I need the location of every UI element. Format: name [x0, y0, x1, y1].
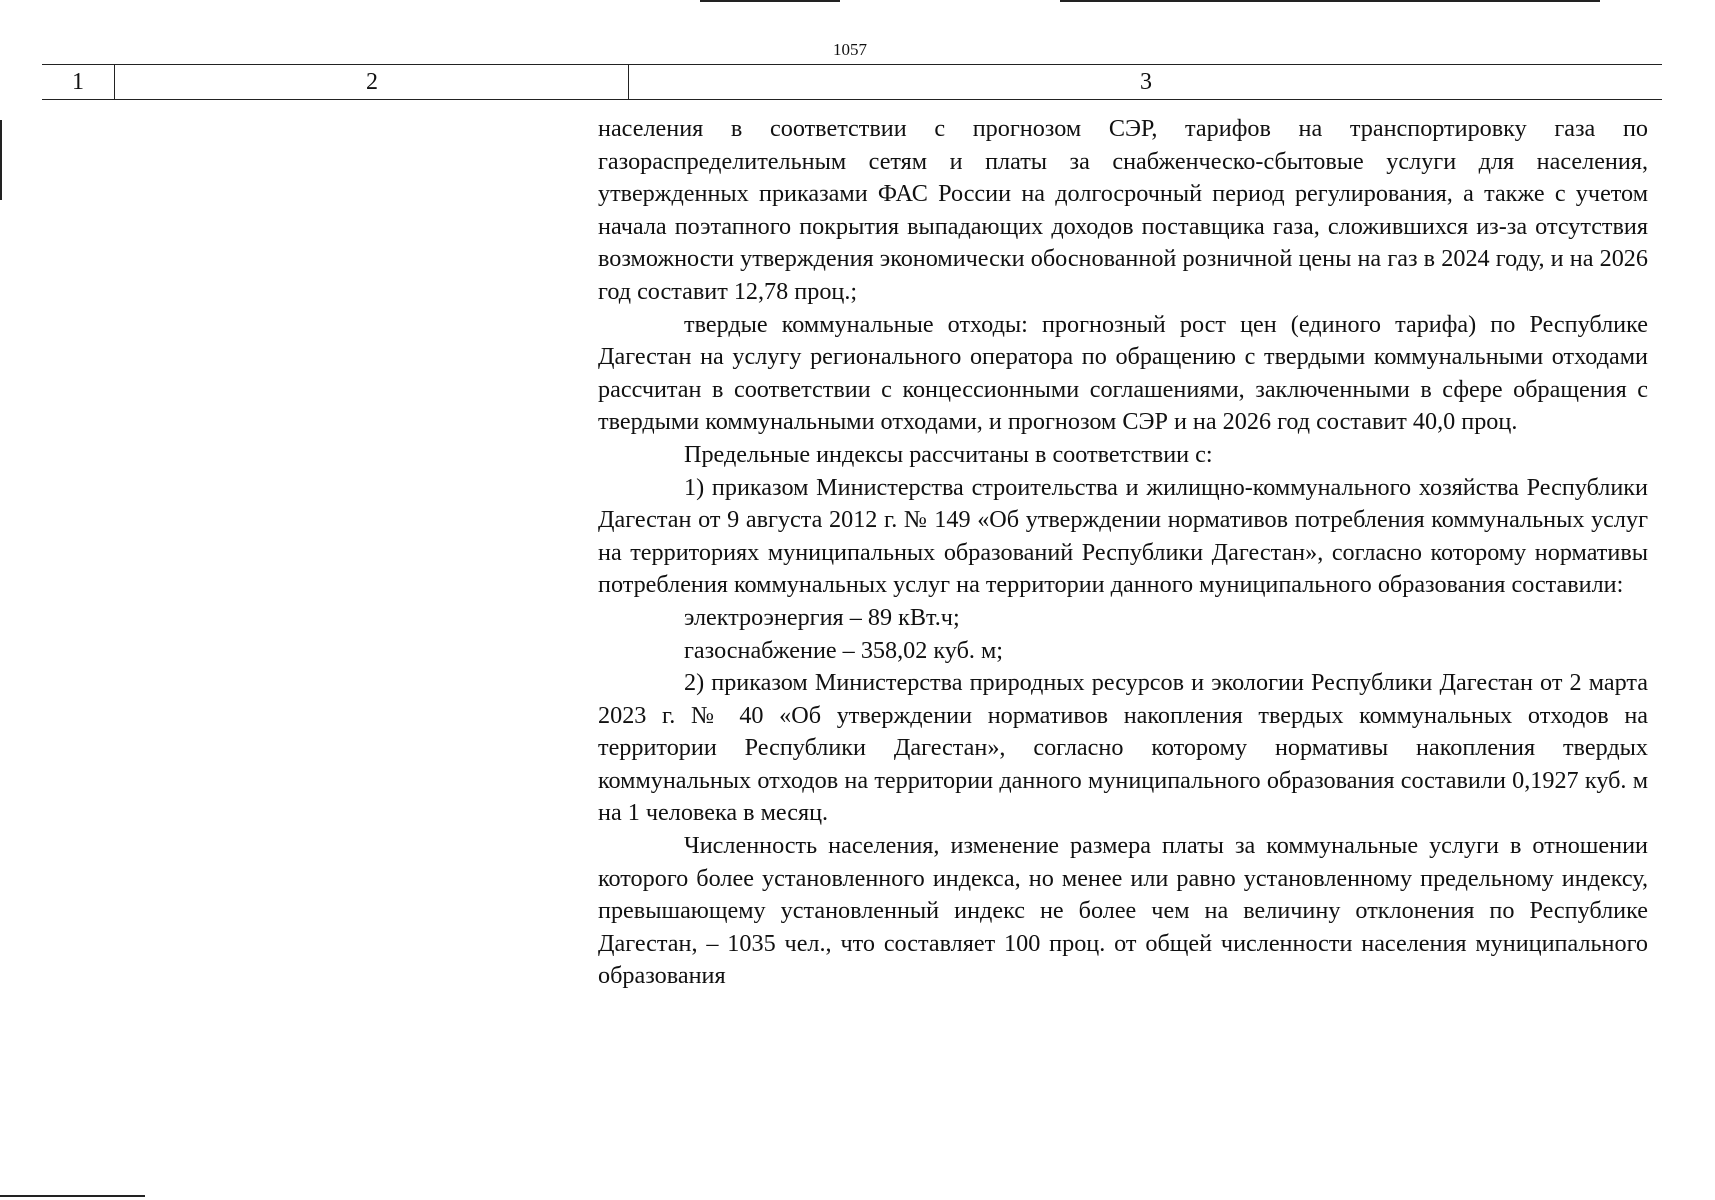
table-header-row	[42, 64, 1662, 100]
paragraph: газоснабжение – 358,02 куб. м;	[684, 636, 1003, 664]
page-number: 1057	[833, 40, 867, 59]
table-header-col-1: 1	[72, 68, 84, 95]
scan-edge-line	[1060, 0, 1600, 2]
paragraph: твердые коммунальные отходы: прогнозный рост цен (единого тарифа) по Республике Дагестан на услугу регионального оператора по обращению с твердыми коммунальными отходами рассчитан в соответствии с концессионными соглашениями, заключенными в сфере обращения с твердыми коммунальными отходами, и прогнозом СЭР и на 2026 год составит 40,0 проц.	[598, 310, 1648, 436]
paragraph: Предельные индексы рассчитаны в соответствии с:	[684, 440, 1213, 468]
paragraph: Численность населения, изменение размера платы за коммунальные услуги в отношении которого более установленного индекса, но менее или равно установленному предельному индексу, превышающему установленный индекс не более чем на величину отклонения по Республике Дагестан, – 1035 чел., что составляет 100 проц. от общей численности населения муниципального образования	[598, 832, 1648, 990]
scan-edge-line	[0, 120, 2, 200]
scan-edge-line	[0, 1195, 145, 1197]
paragraph: электроэнергия – 89 кВт.ч;	[684, 603, 960, 631]
document-body	[598, 113, 1648, 993]
table-header-col-3: 3	[628, 65, 1663, 99]
scan-edge-line	[700, 0, 840, 2]
paragraph: населения в соответствии с прогнозом СЭР, тарифов на транспортировку газа по газораспределительным сетям и платы за снабженческо-сбытовые услуги для населения, утвержденных приказами ФАС России на долгосрочный период регулирования, а также с учетом начала поэтапного покрытия выпадающих доходов поставщика газа, сложившихся из-за отсутствия возможности утверждения экономически обоснованной розничной цены на газ в 2024 году, и на 2026 год составит 12,78 проц.;	[598, 115, 1648, 305]
paragraph: 2) приказом Министерства природных ресурсов и экологии Республики Дагестан от 2 марта 2023 г. № 40 «Об утверждении нормативов накопления твердых коммунальных отходов на территории Республики Дагестан», согласно которому нормативы накопления твердых коммунальных отходов на территории данного муниципального образования составили 0,1927 куб. м на 1 человека в месяц.	[598, 669, 1648, 827]
paragraph: 1) приказом Министерства строительства и жилищно-коммунального хозяйства Республики Дагестан от 9 августа 2012 г. № 149 «Об утверждении нормативов потребления коммунальных услуг на территориях муниципальных образований Республики Дагестан», согласно которому нормативы потребления коммунальных услуг на территории данного муниципального образования составили:	[598, 473, 1648, 599]
table-header-col-2: 2	[114, 65, 629, 99]
